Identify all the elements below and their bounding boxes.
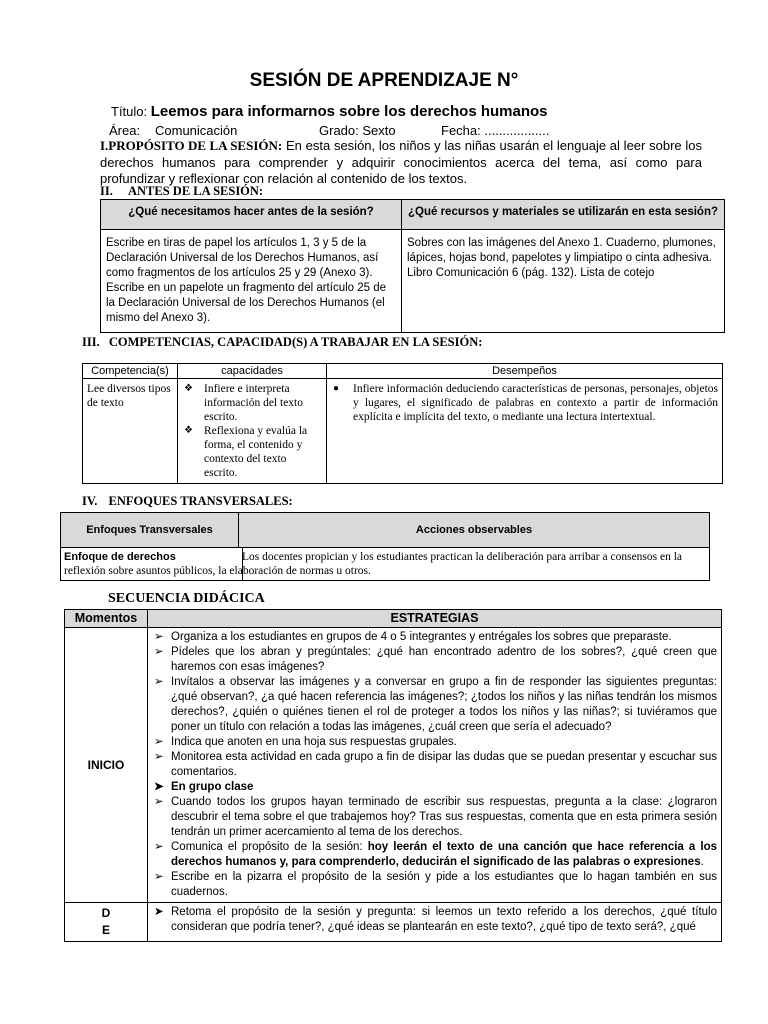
secuencia-heading: SECUENCIA DIDÁCICA [108, 591, 265, 606]
antes-col2-cell: Sobres con las imágenes del Anexo 1. Cuaderno, plumones, lápices, hojas bond, papelotes y limpiatipo o cinta adhesiva. Libro Comunicación 6 (pág. 132). Lista de cotejo [402, 230, 725, 333]
antes-heading-number: II. [100, 184, 113, 198]
antes-col1-header: ¿Qué necesitamos hacer antes de la sesión? [101, 200, 402, 230]
estrategias-header: ESTRATEGIAS [148, 610, 722, 628]
capacidades-list [182, 382, 322, 480]
momento-inicio: INICIO [65, 628, 148, 903]
proposito-label: I.PROPÓSITO DE LA SESIÓN: [100, 138, 283, 153]
area-value: Comunicación [155, 123, 238, 138]
secuencia-table [64, 609, 722, 942]
desempeno-item: ● Infiere información deduciendo características de personas, personajes, objetos y lugares, el significado de palabras en contexto a partir de información explícita e implícita del texto, o mediante una lectura intertextual. [333, 383, 718, 423]
competencias-heading-text: COMPETENCIAS, CAPACIDAD(S) A TRABAJAR EN LA SESIÓN: [108, 335, 483, 349]
document-title: SESIÓN DE APRENDIZAJE N° [249, 70, 519, 91]
competencias-heading [82, 335, 482, 350]
desarrollo-list [152, 905, 717, 935]
strategy-item: ➤ Retoma el propósito de la sesión y pregunta: si leemos un texto referido a los derechos, ¿qué título consideran que podría tener?, ¿qué ideas se plantearán en este texto?, ¿qué tipo de texto será?, ¿qué [154, 906, 717, 933]
desarrollo-letter: E [101, 923, 110, 937]
desarrollo-strategies-cell [148, 903, 722, 942]
proposito-text: En esta sesión, los niños y las niñas usarán el lenguaje al leer sobre los derechos humanos para comprender y adquirir conocimientos acerca del tema, así como para profundizar y reflexionar con relación al contenido de los textos. [100, 138, 702, 186]
arrow-bullet-icon: ➢ [154, 871, 164, 883]
inicio-strategies-cell [148, 628, 722, 903]
desempeno-list [331, 382, 718, 424]
enfoques-row [61, 548, 710, 581]
diamond-bullet-icon: ❖ [184, 425, 193, 436]
diamond-bullet-icon: ❖ [184, 383, 193, 394]
capacidad-item: ❖ Reflexiona y evalúa la forma, el contenido y contexto del texto escrito. [184, 425, 308, 479]
strategy-item: ➢ Monitorea esta actividad en cada grupo a fin de disipar las dudas que se puedan presentar y escuchar sus comentarios. [154, 751, 717, 778]
competencias-heading-number: III. [82, 335, 100, 349]
antes-table [100, 199, 725, 333]
enfoque-cell: Enfoque de derechos [64, 551, 176, 563]
enfoques-heading-text: ENFOQUES TRANSVERSALES: [108, 494, 293, 508]
enfoques-heading-number: IV. [82, 494, 98, 508]
strategy-item: ➢ Organiza a los estudiantes en grupos de 4 o 5 integrantes y entrégales los sobres que preparaste. [154, 631, 672, 643]
strategy-item: ➢ Escribe en la pizarra el propósito de la sesión y pide a los estudiantes que lo hagan también en sus cuadernos. [154, 871, 717, 898]
enfoques-table [60, 512, 710, 581]
competencia-cell: Lee diversos tipos de texto [83, 379, 178, 484]
enfoques-col1-header: Enfoques Transversales [61, 513, 239, 548]
bullet-icon: ● [333, 383, 340, 394]
proposito-paragraph [100, 138, 702, 188]
strategy-item: ➢ Pídeles que los abran y pregúntales: ¿qué han encontrado adentro de los sobres?, ¿qué creen que haremos con esas imágenes? [154, 646, 717, 673]
strategy-subheading: ➤ En grupo clase [154, 781, 254, 793]
arrow-bullet-icon: ➢ [154, 841, 164, 853]
enfoques-heading [82, 494, 293, 509]
grado-field: Grado: Sexto [319, 123, 396, 138]
antes-col1-cell: Escribe en tiras de papel los artículos 1, 3 y 5 de la Declaración Universal de los Derechos Humanos, así como fragmentos de los artículos 25 y 29 (Anexo 3). Escribe en un papelote un fragmento del artículo 25 de la Declaración Universal de los Derechos Humanos (el mismo del Anexo 3). [101, 230, 402, 333]
capacidades-cell [178, 379, 327, 484]
strategy-item: ➢ Invítalos a observar las imágenes y a conversar en grupo a fin de responder las siguientes preguntas: ¿qué observan?, ¿a qué hacen referencia las imágenes?; ¿todos los niños y las niñas tendrán los mismos derechos?, ¿quién o quiénes tienen el rol de proteger a todos los niños y las niñas?; si tuviéramos que poner un título con relación a todas las imágenes, ¿cuál creen que sería el adecuado? [154, 676, 717, 733]
desempeno-cell [327, 379, 723, 484]
momento-desarrollo [65, 903, 148, 942]
inicio-list [152, 630, 717, 900]
antes-heading [100, 184, 263, 199]
competencias-col1-header: Competencia(s) [83, 364, 178, 379]
strategy-item: ➢ Comunica el propósito de la sesión: hoy leerán el texto de una canción que hace referencia a los derechos humanos y, para comprenderlo, deducirán el significado de las palabras o expresiones. [154, 841, 717, 868]
arrow-bullet-icon: ➢ [154, 646, 164, 658]
competencias-table [82, 363, 723, 484]
desarrollo-letter: D [101, 906, 111, 920]
area-label: Área: [109, 123, 141, 138]
titulo-line [111, 103, 548, 120]
titulo-value: Leemos para informarnos sobre los derechos humanos [150, 103, 548, 120]
accion-cell: Los docentes propician y los estudiantes practican la deliberación para arribar a consensos en la reflexión sobre asuntos públicos, la elaboración de normas u otros. [64, 551, 683, 577]
competencias-col3-header: Desempeños [327, 364, 723, 379]
fecha-field: Fecha: .................. [441, 123, 550, 138]
arrow-bullet-icon: ➢ [154, 736, 164, 748]
strategy-item: ➢ Cuando todos los grupos hayan terminado de escribir sus respuestas, pregunta a la clase: ¿lograron descubrir el tema sobre el que trabajemos hoy? Tras sus respuestas, comenta que en esta primera sesión tendrán un primer acercamiento al tema de los derechos. [154, 796, 717, 838]
arrow-bullet-icon: ➤ [154, 906, 164, 918]
momentos-header: Momentos [65, 610, 148, 628]
arrow-bullet-icon: ➤ [154, 781, 164, 793]
capacidad-item: ❖ Infiere e interpreta información del texto escrito. [184, 383, 303, 423]
arrow-bullet-icon: ➢ [154, 796, 164, 808]
titulo-label: Título: [111, 104, 148, 119]
strategy-item: ➢ Indica que anoten en una hoja sus respuestas grupales. [154, 736, 457, 748]
competencias-col2-header: capacidades [178, 364, 327, 379]
arrow-bullet-icon: ➢ [154, 631, 164, 643]
arrow-bullet-icon: ➢ [154, 751, 164, 763]
arrow-bullet-icon: ➢ [154, 676, 164, 688]
enfoques-col2-header: Acciones observables [239, 513, 710, 548]
antes-heading-text: ANTES DE LA SESIÓN: [127, 184, 264, 198]
antes-col2-header: ¿Qué recursos y materiales se utilizarán en esta sesión? [402, 200, 725, 230]
